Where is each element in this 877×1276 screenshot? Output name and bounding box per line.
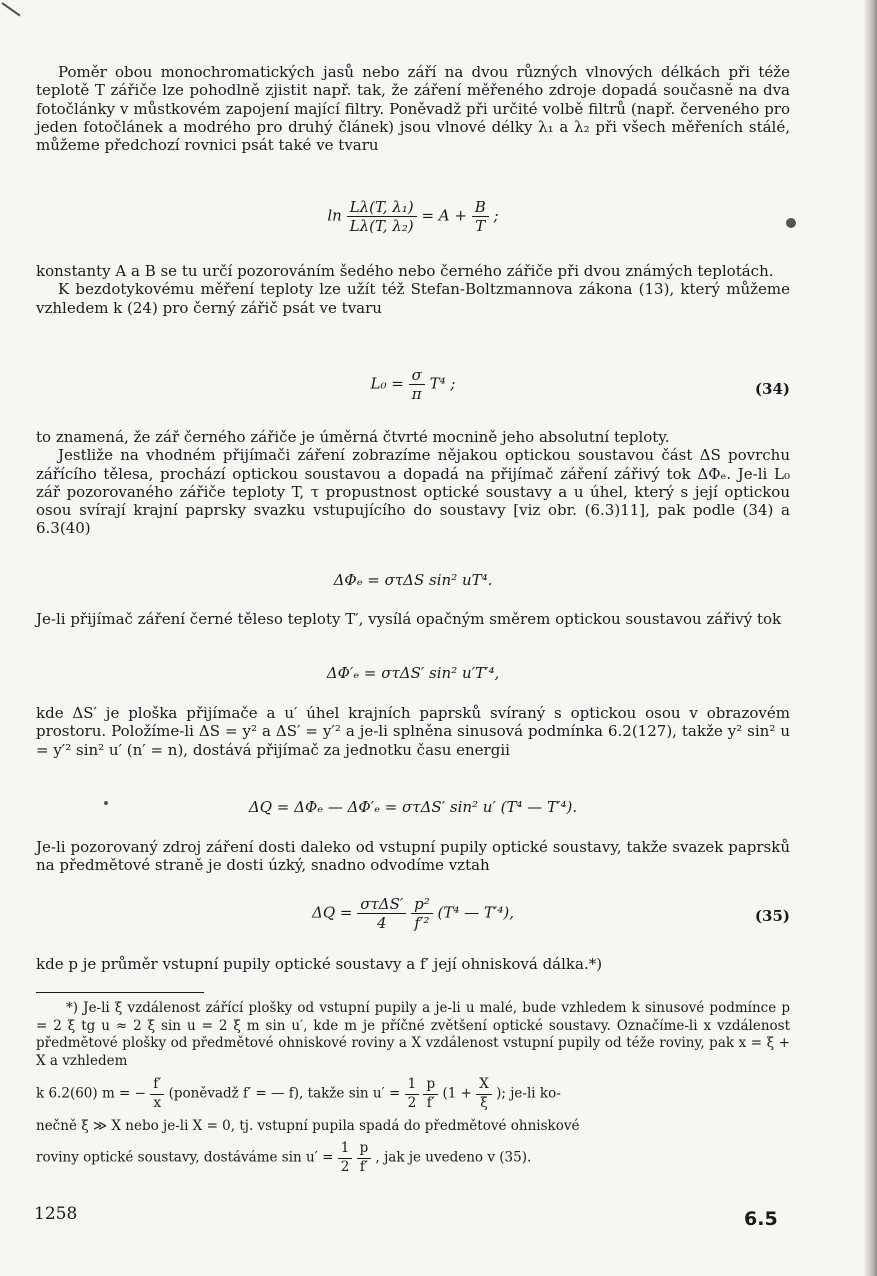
fraction-denominator: ξ	[480, 1094, 488, 1111]
fraction-numerator: p	[423, 1076, 438, 1095]
paragraph-text: to znamená, že zář černého zářiče je úměrná čtvrté mocnině jeho absolutní teploty.	[36, 428, 670, 446]
fraction-numerator: στΔS′	[357, 895, 406, 914]
fraction	[357, 895, 406, 932]
equation-number: (35)	[754, 907, 790, 925]
fraction-numerator: 1	[405, 1076, 420, 1095]
equation-34	[36, 366, 790, 403]
paragraph-text: Jestliže na vhodném přijímači záření zobrazíme nějakou optickou soustavou část ΔS povrchu zářícího tělesa, prochází optickou soustavou a dopadá na přijímač záření zářivý tok ΔΦₑ. Je-li L₀ zář pozorovaného zářiče teploty T, τ propustnost optické soustavy a u úhel, který s její optickou osou svírají krajní paprsky svazku vstupujícího do soustavy [viz obr. (6.3)11], pak podle (34) a 6.3(40)	[36, 446, 790, 538]
fraction-denominator: 2	[340, 1158, 350, 1175]
fraction-numerator: 1	[338, 1140, 353, 1159]
eq-prefix: ln	[327, 206, 342, 225]
footnote-text: ); je-li ko-	[496, 1085, 561, 1102]
footnote	[36, 1000, 790, 1070]
equation-number: (34)	[754, 380, 790, 398]
footnote-text: roviny optické soustavy, dostáváme sin u′ =	[36, 1149, 334, 1166]
paragraph-2	[36, 262, 790, 317]
fraction	[472, 198, 489, 235]
footnote-text: (poněvadž f′ = — f), takže sin u′ =	[168, 1085, 401, 1102]
fraction-numerator: σ	[409, 366, 425, 385]
fraction	[150, 1076, 164, 1112]
paragraph-text: Poměr obou monochromatických jasů nebo září na dvou různých vlnových délkách při téže teplotě T zářiče lze pohodlně zjistit např. tak, že záření měřeného zdroje dopadá současně na dva fotočlánky v můstkovém zapojení mající filtry. Poněvadž při určité volbě filtrů (např. červeného pro jeden fotočlánek a modrého pro druhý článek) jsou vlnové délky λ₁ a λ₂ při všech měřeních stálé, můžeme předchozí rovnici psát také ve tvaru	[36, 63, 790, 155]
paragraph-5	[36, 704, 790, 759]
fraction	[357, 1140, 372, 1176]
paragraph-text: kde ΔS′ je ploška přijímače a u′ úhel krajních paprsků svíraný s optickou osou v obrazovém prostoru. Položíme-li ΔS = y² a ΔS′ = y′² a je-li splněna sinusová podmínka 6.2(127), takže y² sin² u = y′² sin² u′ (n′ = n), dostává přijímač za jednotku času energii	[36, 704, 790, 759]
eq-right: T⁴ ;	[429, 374, 456, 393]
footnote-text: k 6.2(60) m = −	[36, 1085, 146, 1102]
paragraph-text: kde p je průměr vstupní pupily optické soustavy a f′ její ohnisková dálka.*)	[36, 955, 603, 973]
fraction-denominator: f′²	[414, 914, 430, 932]
footnote-line: nečně ξ ≫ X nebo je-li X = 0, tj. vstupní pupila spadá do předmětové ohniskové	[36, 1118, 580, 1134]
page-number: 1258	[34, 1204, 78, 1224]
fraction-numerator: Lλ(T, λ₁)	[347, 198, 417, 217]
fraction-denominator: 4	[377, 914, 387, 932]
equation-35	[36, 895, 790, 932]
eq-suffix: ;	[493, 206, 499, 225]
eq-left: ΔQ =	[312, 903, 353, 922]
equation-flux-receiver: ΔΦ′ₑ = στΔS′ sin² u′T′⁴,	[326, 664, 500, 682]
fraction-numerator: p	[357, 1140, 372, 1159]
fraction	[409, 366, 425, 403]
fraction	[405, 1076, 420, 1112]
paragraph-4	[36, 610, 790, 628]
footnote-formula-line	[36, 1140, 790, 1176]
paragraph-1	[36, 63, 790, 154]
fraction-denominator: Lλ(T, λ₂)	[349, 217, 414, 235]
eq-middle: = A +	[421, 206, 467, 225]
eq-right: (T⁴ — T′⁴),	[437, 903, 514, 922]
footnote-rule	[36, 992, 204, 993]
paragraph-7	[36, 955, 790, 973]
footnote-text: , jak je uvedeno v (35).	[375, 1149, 532, 1166]
fraction-denominator: 2	[407, 1094, 417, 1111]
fraction-numerator: p²	[411, 895, 433, 914]
fraction-denominator: π	[411, 385, 422, 403]
fraction-denominator: f′	[359, 1158, 368, 1175]
fraction	[347, 198, 417, 235]
corner-mark	[1, 2, 20, 16]
eq-left: L₀ =	[370, 374, 404, 393]
fraction-numerator: X	[476, 1076, 492, 1095]
fraction	[411, 895, 433, 932]
footnote-text: (1 +	[442, 1085, 472, 1102]
fraction-denominator: f′	[426, 1094, 435, 1111]
paragraph-text: konstanty A a B se tu určí pozorováním šedého nebo černého zářiče při dvou známých teplotách.	[36, 262, 774, 280]
equation-energy: ΔQ = ΔΦₑ — ΔΦ′ₑ = στΔS′ sin² u′ (T⁴ — T′⁴).	[248, 798, 578, 816]
fraction-numerator: f′	[150, 1076, 164, 1095]
footnote-text: *) Je-li ξ vzdálenost zářící plošky od vstupní pupily a je-li u malé, bude vzhledem k sinusové podmínce p = 2 ξ tg u ≈ 2 ξ sin u = 2 ξ m sin u′, kde m je příčné zvětšení optické soustavy. Označíme-li x vzdálenost předmětové plošky od předmětové ohniskové roviny a X vzdálenost vstupní pupily od téže roviny, pak x = ξ + X a vzhledem	[36, 1000, 790, 1069]
equation-ratio	[36, 198, 790, 235]
fraction	[423, 1076, 438, 1112]
fraction-denominator: x	[153, 1094, 162, 1111]
paragraph-6	[36, 838, 790, 875]
paragraph-text: Je-li pozorovaný zdroj záření dosti daleko od vstupní pupily optické soustavy, takže svazek paprsků na předmětové straně je dosti úzký, snadno odvodíme vztah	[36, 838, 790, 875]
fraction	[338, 1140, 353, 1176]
section-label: 6.5	[744, 1208, 778, 1230]
fraction-denominator: T	[475, 217, 486, 235]
fraction	[476, 1076, 492, 1112]
footnote-formula-line	[36, 1076, 790, 1112]
fraction-numerator: B	[472, 198, 489, 217]
paragraph-text: Je-li přijímač záření černé těleso teploty T′, vysílá opačným směrem optickou soustavou zářivý tok	[36, 610, 782, 628]
page-edge-shadow	[863, 0, 877, 1276]
paragraph-text: K bezdotykovému měření teploty lze užít též Stefan-Boltzmannova zákona (13), který můžeme vzhledem k (24) pro černý zářič psát ve tvaru	[36, 280, 790, 317]
paragraph-3	[36, 428, 790, 538]
equation-flux: ΔΦₑ = στΔS sin² uT⁴.	[333, 571, 493, 589]
